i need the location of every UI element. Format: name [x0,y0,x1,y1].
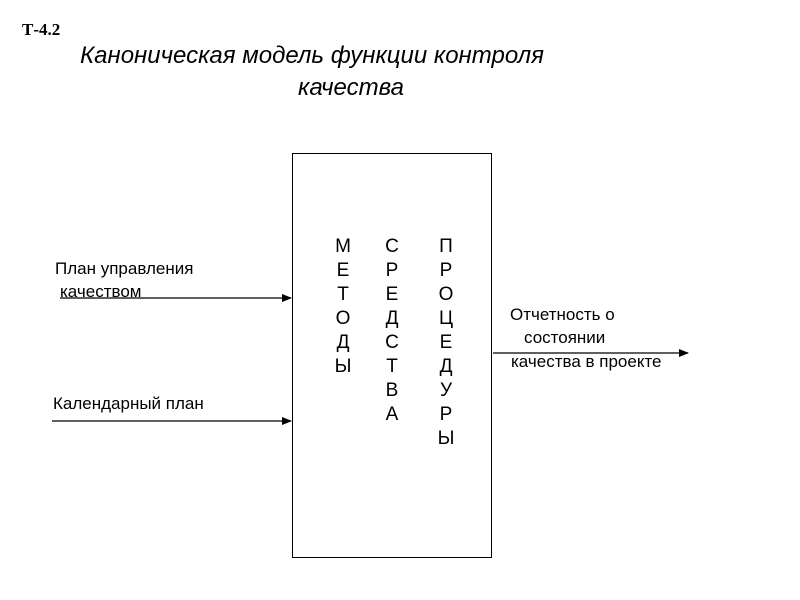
mechanism-letter: Д [385,308,399,329]
mechanism-letter: Д [439,356,453,377]
mechanism-column-tools [380,235,404,427]
mechanism-letter: Ы [334,356,352,377]
input-label-quality-plan-line2: качеством [60,282,142,301]
output-label-line3: качества в проекте [511,352,662,371]
mechanism-letter: Е [385,284,399,305]
mechanism-letter: В [385,380,399,401]
mechanism-letter: Т [337,284,349,305]
output-label-line1: Отчетность о [510,305,615,324]
mechanism-column-procedures [434,235,458,451]
mechanism-letter: О [438,284,454,305]
mechanism-letter: О [335,308,351,329]
mechanism-letter: П [439,236,453,257]
mechanism-letter: Е [439,332,453,353]
mechanism-letter: М [335,236,351,257]
mechanism-letter: С [385,236,399,257]
input-label-quality-plan-line1: План управления [55,259,194,278]
mechanism-letter: Ц [438,308,454,329]
input-label-schedule: Календарный план [53,394,204,413]
mechanism-letter: А [385,404,399,425]
mechanism-letter: У [439,380,453,401]
mechanism-letter: Р [385,260,399,281]
output-label-line2: состоянии [524,328,606,347]
mechanism-letter: Ы [437,428,455,449]
mechanism-letter: С [385,332,399,353]
slide-code: Т-4.2 [22,20,61,39]
title-line-2: качества [298,74,404,101]
mechanism-letter: Т [386,356,398,377]
mechanism-column-methods [331,235,355,379]
title-line-1: Каноническая модель функции контроля [80,42,544,69]
mechanism-letter: Р [439,404,453,425]
mechanism-letter: Р [439,260,453,281]
mechanism-letter: Д [336,332,350,353]
mechanism-letter: Е [336,260,350,281]
